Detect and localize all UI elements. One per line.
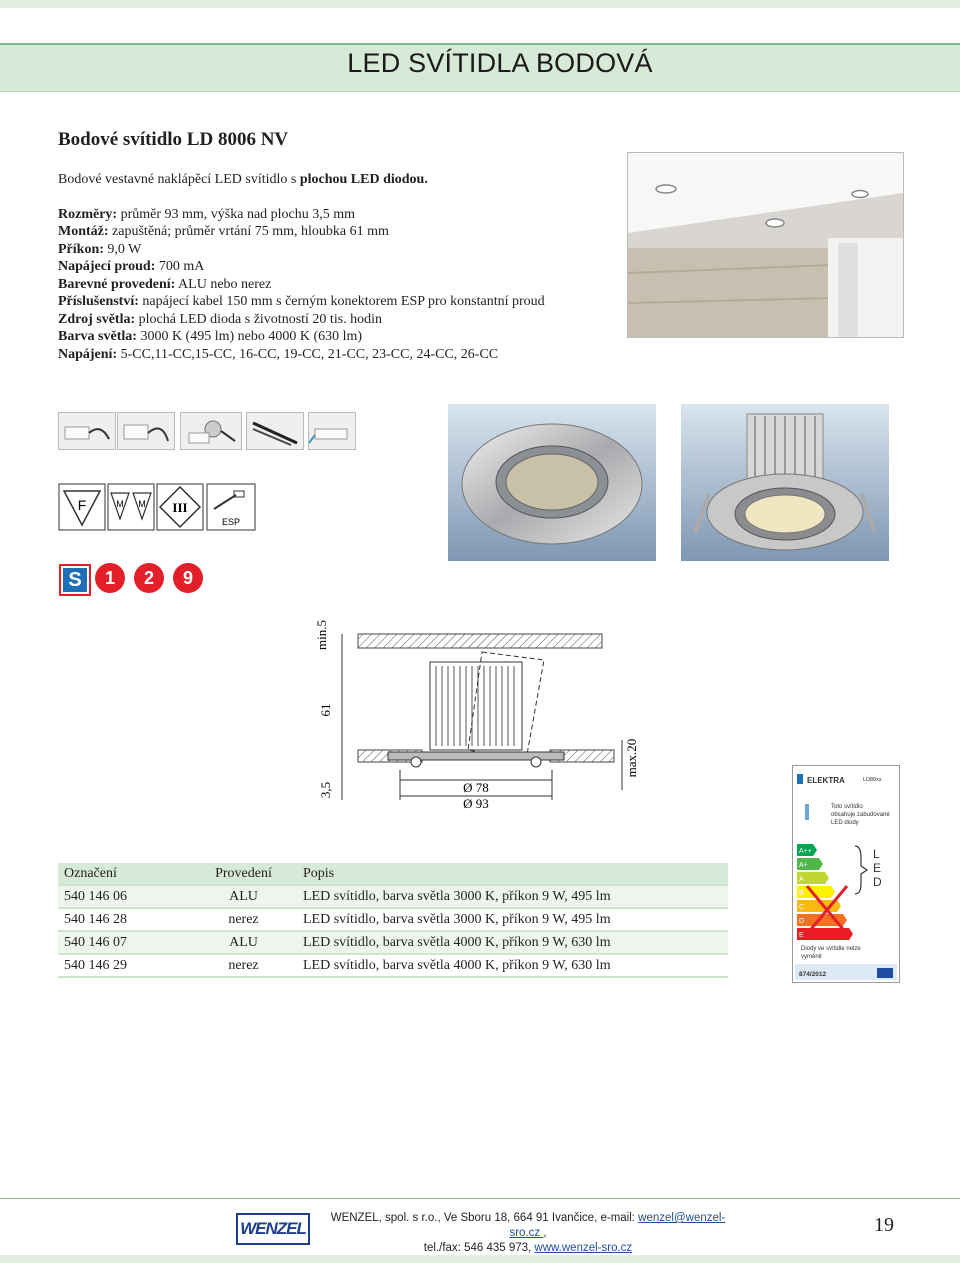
table-header xyxy=(58,863,728,885)
spec-row xyxy=(58,223,545,241)
svg-text:LED diody: LED diody xyxy=(831,820,859,826)
cell-code: 540 146 28 xyxy=(58,908,190,931)
svg-text:E: E xyxy=(873,861,882,875)
cell-desc: LED svítidlo, barva světla 3000 K, příkon 9 W, 495 lm xyxy=(297,908,728,931)
cell-desc: LED svítidlo, barva světla 4000 K, příkon 9 W, 630 lm xyxy=(297,931,728,954)
svg-text:874/2012: 874/2012 xyxy=(799,971,827,978)
spec-row xyxy=(58,311,545,329)
mm-symbol xyxy=(107,483,155,531)
esp-connector-symbol xyxy=(206,483,256,531)
svg-text:E: E xyxy=(799,932,804,939)
spec-value: 5-CC,11-CC,15-CC, 16-CC, 19-CC, 21-CC, 23-CC, 24-CC, 26-CC xyxy=(117,346,499,362)
product-photo-heatsink xyxy=(681,404,889,561)
spec-value: zapuštěná; průměr vrtání 75 mm, hloubka 61 mm xyxy=(108,224,389,239)
svg-text:D: D xyxy=(799,918,805,925)
intro-bold: plochou LED diodou. xyxy=(299,172,428,187)
svg-text:III: III xyxy=(172,500,188,515)
cell-finish: ALU xyxy=(190,885,297,908)
product-photo-alu xyxy=(448,404,656,561)
cell-code: 540 146 06 xyxy=(58,885,190,908)
spec-value: plochá LED dioda s životností 20 tis. hodin xyxy=(135,311,383,327)
table-row xyxy=(58,885,728,908)
footer-address: WENZEL, spol. s r.o., Ve Sboru 18, 664 91 Ivančice, e-mail: xyxy=(330,1212,639,1224)
svg-text:vyměnit: vyměnit xyxy=(801,954,822,960)
accessory-thumb xyxy=(58,412,116,450)
spec-label: Zdroj světla: xyxy=(58,311,136,327)
svg-text:A++: A++ xyxy=(799,848,812,855)
product-table xyxy=(58,863,728,978)
table-row xyxy=(58,908,728,931)
badge-1: 1 xyxy=(95,563,125,593)
footer-contact xyxy=(328,1211,728,1256)
spec-row xyxy=(58,346,545,364)
svg-text:obsahuje zabudované: obsahuje zabudované xyxy=(831,812,890,818)
page-title: LED SVÍTIDLA BODOVÁ xyxy=(347,48,653,78)
spec-row xyxy=(58,258,545,276)
cell-finish: nerez xyxy=(190,908,297,931)
spec-value: 9,0 W xyxy=(103,241,142,257)
col-header: Označení xyxy=(58,863,190,885)
col-header: Popis xyxy=(297,863,728,885)
svg-text:Toto svítidlo: Toto svítidlo xyxy=(831,804,863,810)
accessory-thumb xyxy=(308,412,356,450)
svg-text:Ø 78: Ø 78 xyxy=(463,780,489,795)
intro-text: Bodové vestavné naklápěcí LED svítidlo s xyxy=(58,172,300,187)
cell-code: 540 146 07 xyxy=(58,931,190,954)
footer-comma: , xyxy=(543,1227,547,1239)
svg-text:Diody ve svítidle nelze: Diody ve svítidle nelze xyxy=(801,946,861,952)
svg-text:L: L xyxy=(873,847,880,861)
spec-row xyxy=(58,241,545,259)
technical-drawing xyxy=(312,600,642,820)
svg-text:F: F xyxy=(77,497,87,513)
svg-text:ESP: ESP xyxy=(221,517,241,527)
spec-value: 700 mA xyxy=(155,259,205,274)
page-number: 19 xyxy=(874,1214,894,1236)
svg-text:A+: A+ xyxy=(799,862,808,869)
table-row xyxy=(58,931,728,954)
svg-text:LD80xx: LD80xx xyxy=(863,777,882,783)
svg-text:Ø 93: Ø 93 xyxy=(463,796,489,811)
cell-code: 540 146 29 xyxy=(58,954,190,977)
spec-value: ALU nebo nerez xyxy=(175,276,272,292)
spec-row xyxy=(58,328,545,346)
cell-finish: ALU xyxy=(190,931,297,954)
spec-label: Rozměry: xyxy=(58,206,118,222)
spec-label: Příslušenství: xyxy=(58,294,139,309)
room-photo xyxy=(627,152,904,338)
spec-label: Napájecí proud: xyxy=(58,259,156,274)
svg-text:M: M xyxy=(116,499,124,509)
spec-row xyxy=(58,206,545,224)
table-row xyxy=(58,954,728,977)
wenzel-logo: WENZEL xyxy=(236,1213,310,1245)
class-iii-symbol xyxy=(156,483,204,531)
svg-text:min.5: min.5 xyxy=(314,620,329,650)
s-badge: S xyxy=(61,566,89,594)
accessory-thumb xyxy=(117,412,175,450)
svg-text:B: B xyxy=(799,890,804,897)
svg-text:C: C xyxy=(799,904,805,911)
footer-phone: tel./fax: 546 435 973, xyxy=(423,1242,535,1254)
f-symbol xyxy=(58,483,106,531)
svg-text:M: M xyxy=(138,499,146,509)
spec-label: Barva světla: xyxy=(58,329,137,344)
bottom-bar xyxy=(0,1255,960,1263)
intro-line xyxy=(58,171,545,189)
spec-label: Příkon: xyxy=(58,241,104,257)
badge-9: 9 xyxy=(173,563,203,593)
spec-label: Montáž: xyxy=(58,224,109,239)
web-link[interactable]: www.wenzel-sro.cz xyxy=(534,1242,633,1254)
product-title: Bodové svítidlo LD 8006 NV xyxy=(58,129,289,150)
spec-label: Barevné provedení: xyxy=(58,276,176,292)
cell-desc: LED svítidlo, barva světla 3000 K, příkon 9 W, 495 lm xyxy=(297,885,728,908)
spec-value: průměr 93 mm, výška nad plochu 3,5 mm xyxy=(117,206,356,222)
spec-value: 3000 K (495 lm) nebo 4000 K (630 lm) xyxy=(136,329,363,344)
cell-finish: nerez xyxy=(190,954,297,977)
spec-row xyxy=(58,276,545,294)
svg-text:ELEKTRA: ELEKTRA xyxy=(807,776,845,785)
col-header: Provedení xyxy=(190,863,297,885)
energy-label xyxy=(792,765,900,983)
accessory-thumb xyxy=(180,412,242,450)
svg-text:D: D xyxy=(873,875,882,889)
spec-row xyxy=(58,293,545,311)
spec-label: Napájení: xyxy=(58,346,118,362)
cell-desc: LED svítidlo, barva světla 4000 K, příkon 9 W, 630 lm xyxy=(297,954,728,977)
footer-rule xyxy=(0,1198,960,1199)
svg-text:3,5: 3,5 xyxy=(318,781,333,799)
svg-text:A: A xyxy=(799,876,804,883)
email-link[interactable]: wenzel@wenzel-sro.cz xyxy=(509,1212,726,1239)
product-specs xyxy=(58,171,545,363)
spec-value: napájecí kabel 150 mm s černým konektorem ESP pro konstantní proud xyxy=(138,294,545,309)
svg-text:61: 61 xyxy=(318,703,333,717)
top-bar xyxy=(0,0,960,8)
svg-text:max.20: max.20 xyxy=(624,738,639,778)
accessory-thumb xyxy=(246,412,304,450)
badge-2: 2 xyxy=(134,563,164,593)
